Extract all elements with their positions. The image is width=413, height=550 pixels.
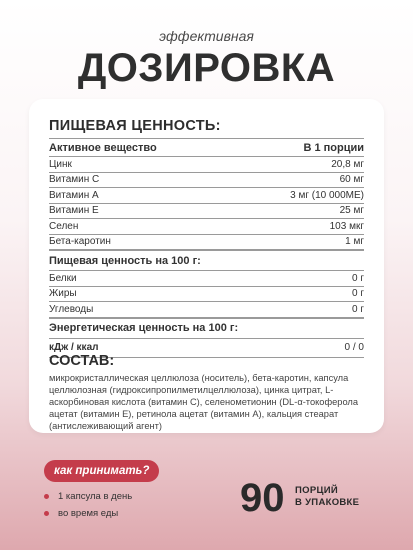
actives-table-header xyxy=(49,138,364,157)
portion-count-label xyxy=(295,485,359,509)
portion-count: 90 xyxy=(240,476,285,520)
nutrition-card xyxy=(29,99,384,433)
nutrition-heading: ПИЩЕВАЯ ЦЕННОСТЬ: xyxy=(49,118,221,134)
how-to-take-badge: как принимать? xyxy=(44,460,159,482)
section-title: Энергетическая ценность на 100 г: xyxy=(49,322,239,334)
table-row xyxy=(49,173,364,189)
row-name: Витамин Е xyxy=(49,205,99,217)
table-row xyxy=(49,302,364,318)
section-title: Пищевая ценность на 100 г: xyxy=(49,254,201,267)
row-value: 60 мг xyxy=(339,174,364,186)
row-name: Селен xyxy=(49,220,79,232)
composition-text: микрокристаллическая целлюлоза (носитель), бета-каротин, капсула целлюлозная (гидроксипропилметилцеллюлоза), цинка цитрат, L-аскорбиновая кислота (витамин С), селенометионин (DL-α-токоферола ацетат (витамин Е), ретинола ацетат (витамин А), кальция стеарат (антислеживающий агент) xyxy=(49,373,359,431)
table-row xyxy=(49,235,364,251)
row-value: 0 / 0 xyxy=(344,342,364,353)
table-row xyxy=(49,157,364,173)
list-item-text: во время еды xyxy=(58,508,119,519)
row-name: Белки xyxy=(49,272,77,284)
row-value: 25 мг xyxy=(339,205,364,217)
row-value: 3 мг (10 000МЕ) xyxy=(290,189,364,201)
list-item-text: 1 капсула в день xyxy=(58,491,133,502)
column-name-header: Активное вещество xyxy=(49,141,157,154)
row-value: 0 г xyxy=(352,288,364,300)
row-name: Жиры xyxy=(49,288,77,300)
list-item xyxy=(44,505,132,522)
energy-section-heading xyxy=(49,318,364,339)
row-value: 0 г xyxy=(352,272,364,284)
actives-table xyxy=(49,138,364,358)
row-name: Цинк xyxy=(49,158,72,170)
row-value: 0 г xyxy=(352,303,364,315)
table-row xyxy=(49,204,364,220)
row-name: Витамин А xyxy=(49,189,99,201)
composition-heading: СОСТАВ: xyxy=(49,353,115,369)
portion-label-line1: ПОРЦИЙ xyxy=(295,485,338,496)
column-value-header: В 1 порции xyxy=(303,141,364,154)
page-title: ДОЗИРОВКА xyxy=(77,46,336,90)
table-row xyxy=(49,271,364,287)
row-value: 20,8 мг xyxy=(331,158,364,170)
dose-list xyxy=(44,488,132,522)
header-kicker: эффективная xyxy=(159,28,254,44)
row-name: Витамин С xyxy=(49,174,100,186)
row-value: 103 мкг xyxy=(329,220,364,232)
table-row xyxy=(49,287,364,303)
bullet-dot-icon xyxy=(44,494,49,499)
portion-label-line2: В УПАКОВКЕ xyxy=(295,497,360,508)
row-name: Углеводы xyxy=(49,303,94,315)
row-value: 1 мг xyxy=(345,236,364,248)
nutrition-section-heading xyxy=(49,250,364,271)
list-item xyxy=(44,488,132,505)
row-name: кДж / ккал xyxy=(49,342,99,353)
table-row xyxy=(49,219,364,235)
table-row xyxy=(49,188,364,204)
row-name: Бета-каротин xyxy=(49,236,111,248)
bullet-dot-icon xyxy=(44,511,49,516)
